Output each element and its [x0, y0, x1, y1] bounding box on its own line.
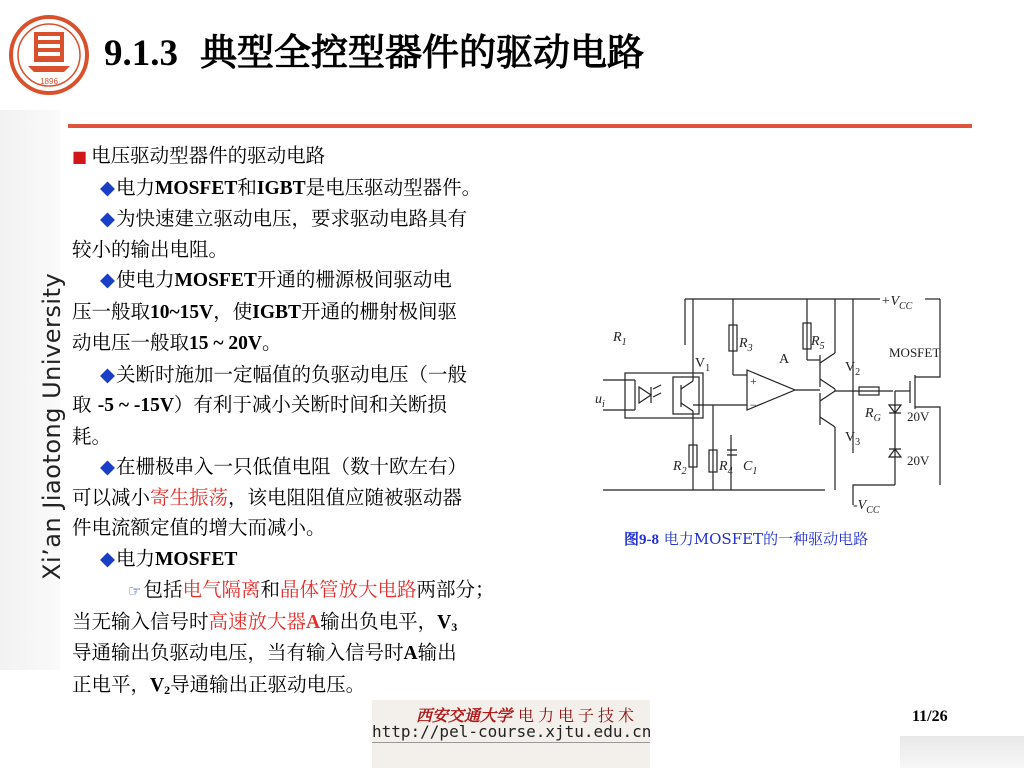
sub-bullet-cont	[72, 607, 592, 639]
amp-plus: +	[750, 374, 757, 388]
text: 动电压一般取	[72, 331, 190, 354]
text-bold: V	[150, 674, 165, 696]
label-amp: A	[779, 352, 790, 367]
square-bullet-icon: ■	[72, 147, 88, 166]
subscript: 2	[164, 682, 171, 697]
title-divider	[68, 124, 972, 128]
label-v1-sub: 1	[705, 363, 711, 374]
text-bold: MOSFET	[155, 177, 238, 199]
text: 和	[237, 175, 257, 199]
text: 当无输入信号时	[72, 609, 209, 633]
label-r3-sub: 3	[747, 343, 753, 354]
bullet-2-cont: 较小的输出电阻。	[72, 237, 229, 261]
text: 是电压驱动型器件。	[305, 175, 482, 199]
label-vcc-neg: -V	[853, 498, 867, 513]
logo-year: 1896	[40, 77, 58, 86]
svg-text:R5	[810, 334, 825, 352]
label-r1-sub: 1	[621, 337, 627, 348]
university-logo	[8, 14, 90, 96]
diamond-bullet-icon: ◆	[100, 268, 115, 291]
text: 导通输出正驱动电压。	[170, 672, 366, 696]
text: 输出	[417, 641, 457, 664]
text: 两部分；	[416, 578, 495, 601]
svg-text:+VCC	[881, 294, 913, 312]
label-v3: V	[845, 430, 856, 445]
label-v1: V	[695, 356, 706, 371]
title-text: 典型全控型器件的驱动电路	[200, 30, 644, 74]
svg-text:-VCC	[853, 498, 880, 516]
label-r2-sub: 2	[681, 466, 687, 477]
label-c1: C	[743, 459, 753, 474]
text-bold: 15 ~ 20V	[189, 333, 262, 354]
highlight-text: 高速放大器	[208, 609, 307, 633]
label-c1-sub: 1	[752, 466, 758, 477]
pointing-hand-icon: ☞	[128, 582, 142, 600]
text: 使电力	[116, 268, 175, 291]
label-ui: u	[595, 392, 602, 407]
text: 正电平，	[72, 672, 151, 696]
diamond-bullet-icon: ◆	[100, 455, 115, 478]
corner-band	[900, 736, 1024, 768]
bullet-1	[72, 173, 592, 205]
content-body	[72, 141, 592, 701]
svg-text:C1	[743, 459, 757, 477]
text: ，使	[213, 299, 253, 323]
figure-caption	[624, 528, 868, 549]
text: 输出负电平，	[320, 609, 438, 633]
text-bold: V	[437, 611, 452, 633]
label-r4: R	[719, 459, 728, 474]
sub-bullet-cont	[72, 670, 592, 702]
highlight-text-bold: A	[306, 611, 321, 633]
svg-text:R4	[718, 459, 733, 477]
label-v2-sub: 2	[855, 367, 861, 378]
text-bold: A	[403, 643, 418, 664]
text-bold: IGBT	[252, 301, 302, 323]
sub-bullet-cont	[72, 638, 592, 670]
caption-text: 电力MOSFET的一种驱动电路	[659, 530, 869, 548]
bullet-3	[72, 265, 592, 297]
label-r5: R	[811, 334, 820, 349]
label-vcc-pos: +V	[881, 294, 899, 309]
diamond-bullet-icon: ◆	[100, 175, 115, 199]
caption-number: 图9-8	[624, 532, 659, 548]
label-vcc-pos-sub: CC	[899, 301, 913, 312]
text: 为快速建立驱动电压，要求驱动电路具有	[116, 207, 468, 230]
label-rg-sub: G	[873, 413, 881, 424]
bullet-4-cont: 耗。	[72, 424, 112, 448]
course-name: 电力电子技术	[518, 706, 639, 725]
svg-text:V1	[695, 356, 710, 374]
text: 包括	[143, 578, 183, 601]
label-rg: R	[865, 406, 874, 421]
svg-text:RG	[864, 406, 881, 424]
svg-text:ui	[595, 392, 605, 410]
diamond-bullet-icon: ◆	[100, 362, 115, 386]
diamond-bullet-icon: ◆	[100, 546, 115, 570]
bullet-2	[72, 204, 592, 235]
label-v3-sub: 3	[855, 437, 861, 448]
bullet-5-cont: 件电流额定值的增大而减小。	[72, 516, 326, 539]
bullet-4-cont	[72, 390, 592, 422]
footer-url[interactable]: http://pel-course.xjtu.edu.cn	[372, 722, 652, 741]
amp-minus: −	[750, 398, 757, 412]
text: 在栅极串入一只低值电阻（数十欧左右）	[116, 455, 468, 478]
text: 电力	[116, 175, 156, 199]
bullet-3-cont	[72, 297, 592, 329]
label-zener-1: 20V	[907, 409, 930, 424]
university-watermark: Xi’an Jiaotong University	[38, 272, 66, 580]
label-vcc-neg-sub: CC	[866, 505, 880, 516]
text: 。	[262, 331, 282, 354]
heading-line	[72, 141, 592, 173]
diamond-bullet-icon: ◆	[100, 207, 115, 230]
text: 关断时施加一定幅值的负驱动电压（一般	[116, 362, 468, 386]
footer-divider	[372, 742, 650, 743]
highlight-text: 晶体管放大电路	[280, 578, 417, 601]
svg-text:R2	[672, 459, 687, 477]
label-r4-sub: 4	[727, 466, 733, 477]
text-bold: IGBT	[256, 177, 306, 199]
section-number: 9.1.3	[104, 33, 178, 74]
text: ，该电阻阻值应随被驱动器	[228, 485, 463, 509]
svg-text:R1	[612, 330, 627, 348]
text: 导通输出负驱动电压，当有输入信号时	[72, 641, 404, 664]
label-mosfet: MOSFET	[889, 345, 941, 360]
text: 和	[260, 578, 280, 601]
text-bold: -5 ~ -15V	[97, 395, 174, 416]
label-r5-sub: 5	[819, 341, 825, 352]
page-title	[104, 22, 644, 76]
svg-text:R3	[738, 336, 753, 354]
text: ）有利于减小关断时间和关断损	[173, 393, 447, 416]
page-number: 11/26	[912, 708, 948, 725]
label-r2: R	[673, 459, 682, 474]
text: 取	[72, 393, 98, 416]
text: 开通的栅源极间驱动电	[256, 268, 452, 291]
text-bold: MOSFET	[155, 548, 238, 570]
school-name: 西安交通大学	[416, 706, 513, 725]
label-zener-2: 20V	[907, 453, 930, 468]
text: 可以减小	[72, 485, 151, 509]
label-r1: R	[613, 330, 622, 345]
heading-text: 电压驱动型器件的驱动电路	[91, 144, 326, 167]
text-bold: 10~15V	[150, 301, 214, 323]
sub-bullet	[72, 575, 592, 607]
bullet-6	[72, 544, 592, 576]
mosfet-drive-circuit-diagram	[595, 285, 955, 525]
highlight-text: 寄生振荡	[150, 485, 229, 509]
label-ui-sub: i	[602, 399, 605, 410]
bullet-5-cont	[72, 483, 592, 514]
text-bold: MOSFET	[174, 270, 257, 291]
text: 电力	[116, 546, 156, 570]
subscript: 3	[451, 619, 458, 634]
bullet-4	[72, 360, 592, 391]
label-v2: V	[845, 360, 856, 375]
highlight-text: 电气隔离	[182, 578, 261, 601]
text: 压一般取	[72, 299, 151, 323]
bullet-5	[72, 452, 592, 483]
label-r3: R	[739, 336, 748, 351]
bullet-3-cont	[72, 328, 592, 360]
text: 开通的栅射极间驱	[301, 299, 458, 323]
